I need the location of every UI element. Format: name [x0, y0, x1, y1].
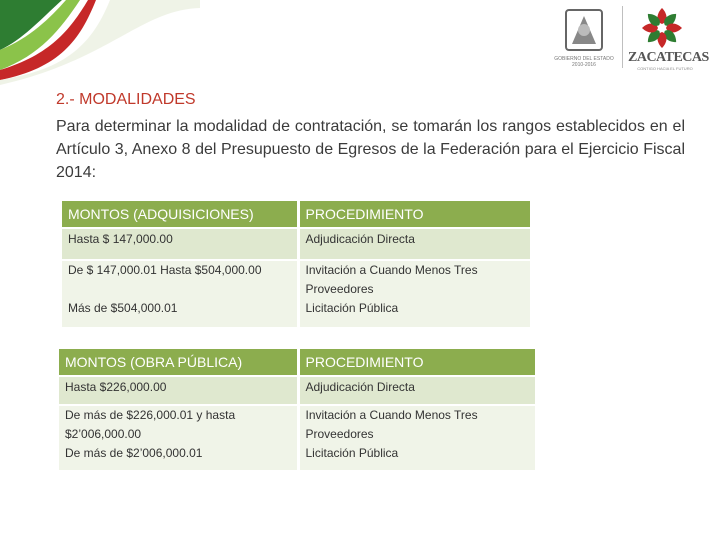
header-procedimiento: PROCEDIMIENTO [298, 201, 530, 228]
monto-line: Más de $504,000.01 [68, 301, 178, 315]
procedimiento-line: Licitación Pública [305, 446, 399, 460]
monto-cell: Hasta $ 147,000.00 [62, 228, 298, 260]
obra-publica-table [59, 349, 535, 472]
adquisiciones-table [62, 201, 530, 329]
logo-divider [622, 6, 623, 68]
table-row [62, 260, 530, 328]
section-heading: 2.- MODALIDADES [56, 91, 196, 108]
header-montos: MONTOS (ADQUISICIONES) [62, 201, 298, 228]
procedimiento-cell [298, 260, 530, 328]
zacatecas-wordmark: ZACATECAS [628, 50, 709, 65]
table-row [62, 228, 530, 260]
monto-cell [59, 405, 298, 471]
procedimiento-line: Proveedores [305, 282, 374, 296]
procedimiento-line: Proveedores [305, 427, 374, 441]
table-header-row [59, 349, 535, 376]
monto-line: De más de $226,000.01 y hasta [65, 408, 236, 422]
intro-paragraph: Para determinar la modalidad de contratación, se tomarán los rangos establecidos en el Artículo 3, Anexo 8 del Presupuesto de Egresos de la Federación para el Ejercicio Fiscal 2014: [56, 118, 685, 181]
procedimiento-line: Licitación Pública [305, 301, 399, 315]
procedimiento-cell [298, 405, 535, 471]
procedimiento-cell: Adjudicación Directa [298, 228, 530, 260]
monto-line: $2’006,000.00 [65, 427, 142, 441]
zacatecas-tagline: CONTIGO HACIA EL FUTURO [637, 66, 693, 71]
seal-caption-line-1: GOBIERNO DEL ESTADO [554, 56, 614, 62]
seal-caption-line-2: 2010-2016 [572, 62, 596, 68]
header-swoosh-graphic [0, 0, 200, 85]
table-row [59, 405, 535, 471]
government-logos [552, 4, 709, 74]
procedimiento-cell: Adjudicación Directa [298, 376, 535, 405]
state-seal-icon [558, 4, 610, 56]
procedimiento-line: Invitación a Cuando Menos Tres [305, 408, 478, 422]
header-procedimiento: PROCEDIMIENTO [298, 349, 535, 376]
monto-line: De $ 147,000.01 Hasta $504,000.00 [68, 263, 262, 277]
monto-line [68, 280, 297, 299]
monto-line: De más de $2’006,000.01 [65, 446, 203, 460]
header-montos: MONTOS (OBRA PÚBLICA) [59, 349, 298, 376]
procedimiento-line: Invitación a Cuando Menos Tres [305, 263, 478, 277]
monto-cell: Hasta $226,000.00 [59, 376, 298, 405]
seal-caption [552, 56, 616, 68]
monto-cell [62, 260, 298, 328]
zacatecas-star-icon [640, 6, 684, 50]
table-row [59, 376, 535, 405]
table-header-row [62, 201, 530, 228]
